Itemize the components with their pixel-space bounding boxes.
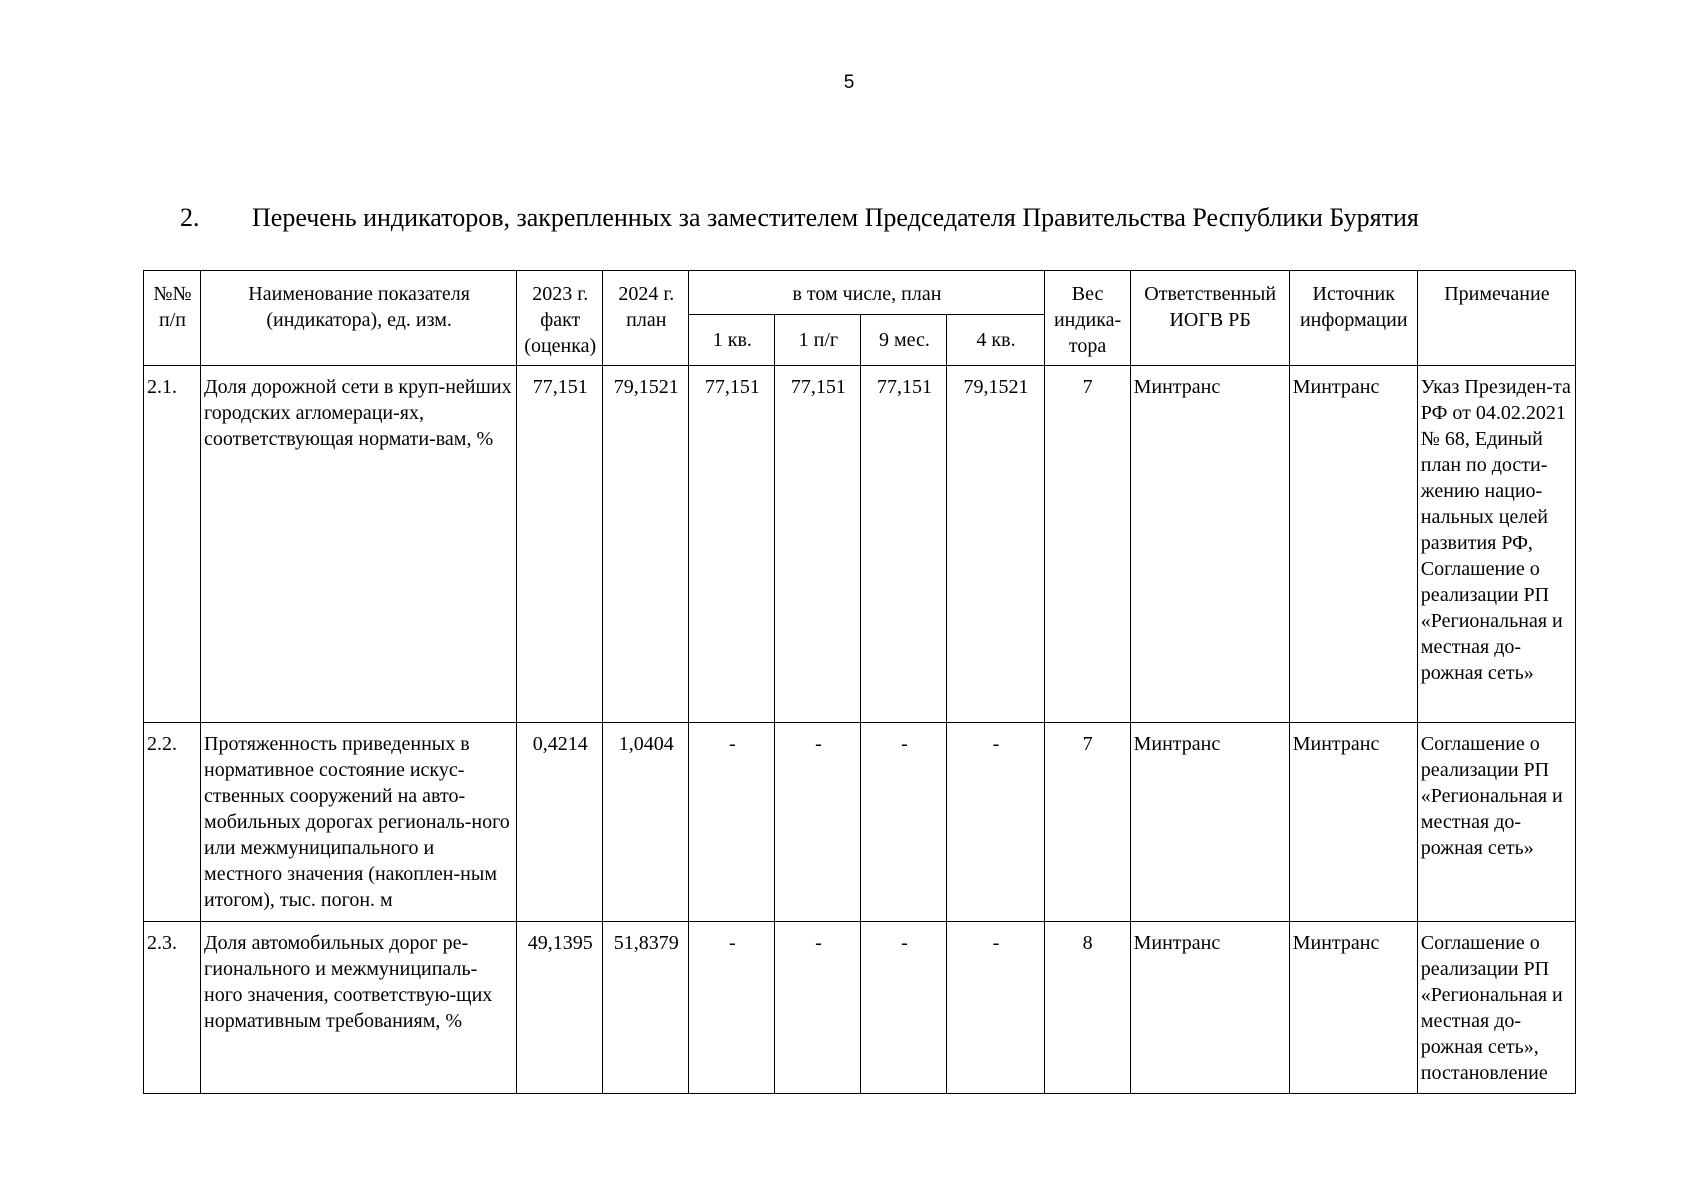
cell-9m: - bbox=[861, 922, 947, 1094]
cell-responsible: Минтранс bbox=[1130, 922, 1289, 1094]
cell-q4: - bbox=[947, 922, 1044, 1094]
cell-h1: - bbox=[775, 723, 861, 922]
header-weight: Вес индика-тора bbox=[1044, 271, 1130, 366]
header-source: Источник информации bbox=[1289, 271, 1417, 366]
cell-weight: 8 bbox=[1044, 922, 1130, 1094]
header-responsible: Ответственный ИОГВ РБ bbox=[1130, 271, 1289, 366]
indicators-table bbox=[143, 270, 1576, 1094]
header-num: №№ п/п bbox=[144, 271, 201, 366]
page-number: 5 bbox=[843, 72, 855, 93]
cell-plan-2024: 79,1521 bbox=[603, 366, 689, 723]
cell-num: 2.3. bbox=[144, 922, 201, 1094]
cell-fact-2023: 49,1395 bbox=[517, 922, 603, 1094]
cell-h1: - bbox=[775, 922, 861, 1094]
cell-name: Доля дорожной сети в круп-нейших городских агломераци-ях, соответствующая нормати-вам, % bbox=[201, 366, 517, 723]
cell-note: Указ Президен-та РФ от 04.02.2021 № 68, Единый план по дости-жению нацио-нальных целей развития РФ, Соглашение о реализации РП «Региональная и местная до-рожная сеть» bbox=[1417, 366, 1575, 723]
header-including-plan: в том числе, план bbox=[689, 271, 1044, 315]
cell-weight: 7 bbox=[1044, 723, 1130, 922]
header-q1: 1 кв. bbox=[689, 315, 775, 366]
cell-fact-2023: 77,151 bbox=[517, 366, 603, 723]
header-fact-2023: 2023 г. факт (оценка) bbox=[517, 271, 603, 366]
cell-responsible: Минтранс bbox=[1130, 366, 1289, 723]
cell-plan-2024: 51,8379 bbox=[603, 922, 689, 1094]
table-row bbox=[144, 922, 1576, 1094]
cell-responsible: Минтранс bbox=[1130, 723, 1289, 922]
cell-note: Соглашение о реализации РП «Региональная и местная до-рожная сеть», постановление bbox=[1417, 922, 1575, 1094]
cell-weight: 7 bbox=[1044, 366, 1130, 723]
cell-num: 2.2. bbox=[144, 723, 201, 922]
cell-num: 2.1. bbox=[144, 366, 201, 723]
header-plan-2024: 2024 г. план bbox=[603, 271, 689, 366]
cell-name: Протяженность приведенных в нормативное состояние искус-ственных сооружений на авто-мобильных дорогах региональ-ного или межмуниципального и местного значения (накоплен-ным итогом), тыс. погон. м bbox=[201, 723, 517, 922]
cell-q1: - bbox=[689, 922, 775, 1094]
cell-q1: - bbox=[689, 723, 775, 922]
table-row bbox=[144, 366, 1576, 723]
header-row bbox=[144, 271, 1576, 315]
cell-source: Минтранс bbox=[1289, 723, 1417, 922]
cell-q1: 77,151 bbox=[689, 366, 775, 723]
cell-q4: - bbox=[947, 723, 1044, 922]
cell-plan-2024: 1,0404 bbox=[603, 723, 689, 922]
cell-name: Доля автомобильных дорог ре-гионального и межмуниципаль-ного значения, соответствую-щих нормативным требованиям, % bbox=[201, 922, 517, 1094]
cell-9m: 77,151 bbox=[861, 366, 947, 723]
header-h1: 1 п/г bbox=[775, 315, 861, 366]
header-q4: 4 кв. bbox=[947, 315, 1044, 366]
header-name: Наименование показателя (индикатора), ед. изм. bbox=[201, 271, 517, 366]
header-9m: 9 мес. bbox=[861, 315, 947, 366]
header-note: Примечание bbox=[1417, 271, 1575, 366]
cell-note: Соглашение о реализации РП «Региональная и местная до-рожная сеть» bbox=[1417, 723, 1575, 922]
section-heading bbox=[180, 203, 1419, 233]
section-number: 2. bbox=[180, 203, 200, 232]
cell-9m: - bbox=[861, 723, 947, 922]
cell-source: Минтранс bbox=[1289, 922, 1417, 1094]
cell-q4: 79,1521 bbox=[947, 366, 1044, 723]
cell-h1: 77,151 bbox=[775, 366, 861, 723]
table-row bbox=[144, 723, 1576, 922]
cell-source: Минтранс bbox=[1289, 366, 1417, 723]
section-title: Перечень индикаторов, закрепленных за заместителем Председателя Правительства Республики Бурятия bbox=[252, 203, 1419, 232]
cell-fact-2023: 0,4214 bbox=[517, 723, 603, 922]
